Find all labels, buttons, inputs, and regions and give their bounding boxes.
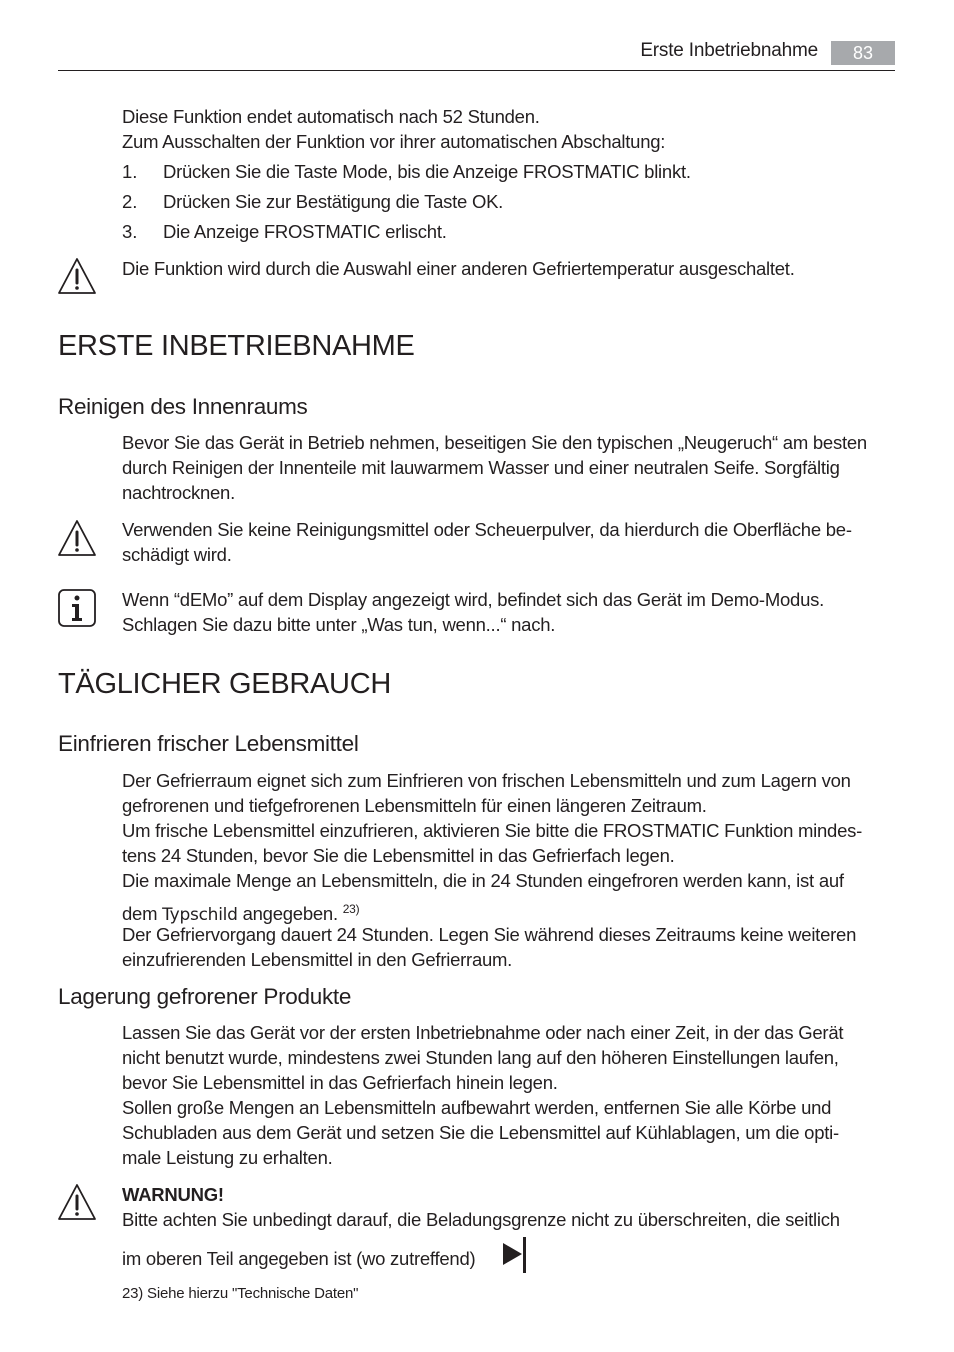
warning-line: Verwenden Sie keine Reinigungsmittel oder Scheuerpulver, da hierdurch die Oberfläche be-: [122, 519, 852, 540]
paragraph-line: bevor Sie Lebensmittel in das Gefrierfach hinein legen.: [122, 1072, 558, 1093]
paragraph-line: male Leistung zu erhalten.: [122, 1147, 333, 1168]
paragraph-line: Der Gefriervorgang dauert 24 Stunden. Legen Sie während dieses Zeitraums keine weiteren: [122, 924, 857, 945]
warning-line: Bitte achten Sie unbedingt darauf, die Beladungsgrenze nicht zu überschreiten, die seitlich: [122, 1209, 840, 1230]
info-line: Schlagen Sie dazu bitte unter „Was tun, wenn...“ nach.: [122, 614, 556, 635]
paragraph-line: Die maximale Menge an Lebensmitteln, die in 24 Stunden eingefroren werden kann, ist auf: [122, 870, 844, 891]
warning-line: im oberen Teil angegeben ist (wo zutreffend): [122, 1248, 476, 1269]
rating-plate-term: Typschild: [162, 905, 238, 926]
footnote: 23) Siehe hierzu "Technische Daten": [122, 1285, 359, 1302]
warning-triangle-icon: [57, 1182, 97, 1222]
step-text: Drücken Sie die Taste Mode, bis die Anzeige FROSTMATIC blinkt.: [163, 161, 691, 182]
intro-warning-text: Die Funktion wird durch die Auswahl einer anderen Gefriertemperatur ausgeschaltet.: [122, 258, 795, 279]
step-text: Drücken Sie zur Bestätigung die Taste OK.: [163, 191, 504, 212]
paragraph-line: durch Reinigen der Innenteile mit lauwarmem Wasser und einer neutralen Seife. Sorgfältig: [122, 457, 840, 478]
text-fragment: angegeben.: [237, 903, 343, 925]
paragraph-line: nicht benutzt wurde, mindestens zwei Stunden lang auf den höheren Einstellungen laufen,: [122, 1047, 839, 1068]
step-text: Die Anzeige FROSTMATIC erlischt.: [163, 221, 447, 242]
text-fragment: dem: [122, 903, 163, 925]
header-divider: [58, 70, 895, 71]
warning-line: schädigt wird.: [122, 544, 232, 565]
warning-title: WARNUNG!: [122, 1184, 224, 1205]
info-icon: [57, 588, 97, 628]
paragraph-line: Sollen große Mengen an Lebensmitteln aufbewahrt werden, entfernen Sie alle Körbe und: [122, 1097, 832, 1118]
load-limit-mark-icon: [501, 1237, 529, 1273]
step-number: 1.: [122, 161, 138, 182]
paragraph-line: Um frische Lebensmittel einzufrieren, aktivieren Sie bitte die FROSTMATIC Funktion mindes-: [122, 820, 863, 841]
subsection-title: Lagerung gefrorener Produkte: [58, 984, 352, 1009]
page-number-badge: 83: [831, 41, 895, 65]
section-title: TÄGLICHER GEBRAUCH: [58, 668, 391, 700]
header-title: Erste Inbetriebnahme: [640, 40, 818, 61]
step-number: 2.: [122, 191, 138, 212]
subsection-title: Einfrieren frischer Lebensmittel: [58, 731, 359, 756]
step-number: 3.: [122, 221, 138, 242]
intro-line-2: Zum Ausschalten der Funktion vor ihrer automatischen Abschaltung:: [122, 131, 666, 152]
warning-triangle-icon: [57, 518, 97, 558]
footnote-ref: 23): [342, 902, 360, 916]
subsection-title: Reinigen des Innenraums: [58, 394, 308, 419]
paragraph-line: nachtrocknen.: [122, 482, 235, 503]
paragraph-line: Der Gefrierraum eignet sich zum Einfrieren von frischen Lebensmitteln und zum Lagern von: [122, 770, 851, 791]
paragraph-line: tens 24 Stunden, bevor Sie die Lebensmittel in das Gefrierfach legen.: [122, 845, 675, 866]
intro-line-1: Diese Funktion endet automatisch nach 52 Stunden.: [122, 106, 540, 127]
paragraph-line: Schubladen aus dem Gerät und setzen Sie die Lebensmittel auf Kühlablagen, um die opti-: [122, 1122, 839, 1143]
paragraph-line: Lassen Sie das Gerät vor der ersten Inbetriebnahme oder nach einer Zeit, in der das Gerät: [122, 1022, 844, 1043]
info-line: Wenn “dEMo” auf dem Display angezeigt wird, befindet sich das Gerät im Demo-Modus.: [122, 589, 825, 610]
paragraph-line: einzufrierenden Lebensmittel in den Gefrierraum.: [122, 949, 513, 970]
warning-triangle-icon: [57, 256, 97, 296]
paragraph-line: gefrorenen und tiefgefrorenen Lebensmitteln für einen längeren Zeitraum.: [122, 795, 707, 816]
paragraph-line: Bevor Sie das Gerät in Betrieb nehmen, beseitigen Sie den typischen „Neugeruch“ am besten: [122, 432, 867, 453]
section-title: ERSTE INBETRIEBNAHME: [58, 330, 415, 362]
